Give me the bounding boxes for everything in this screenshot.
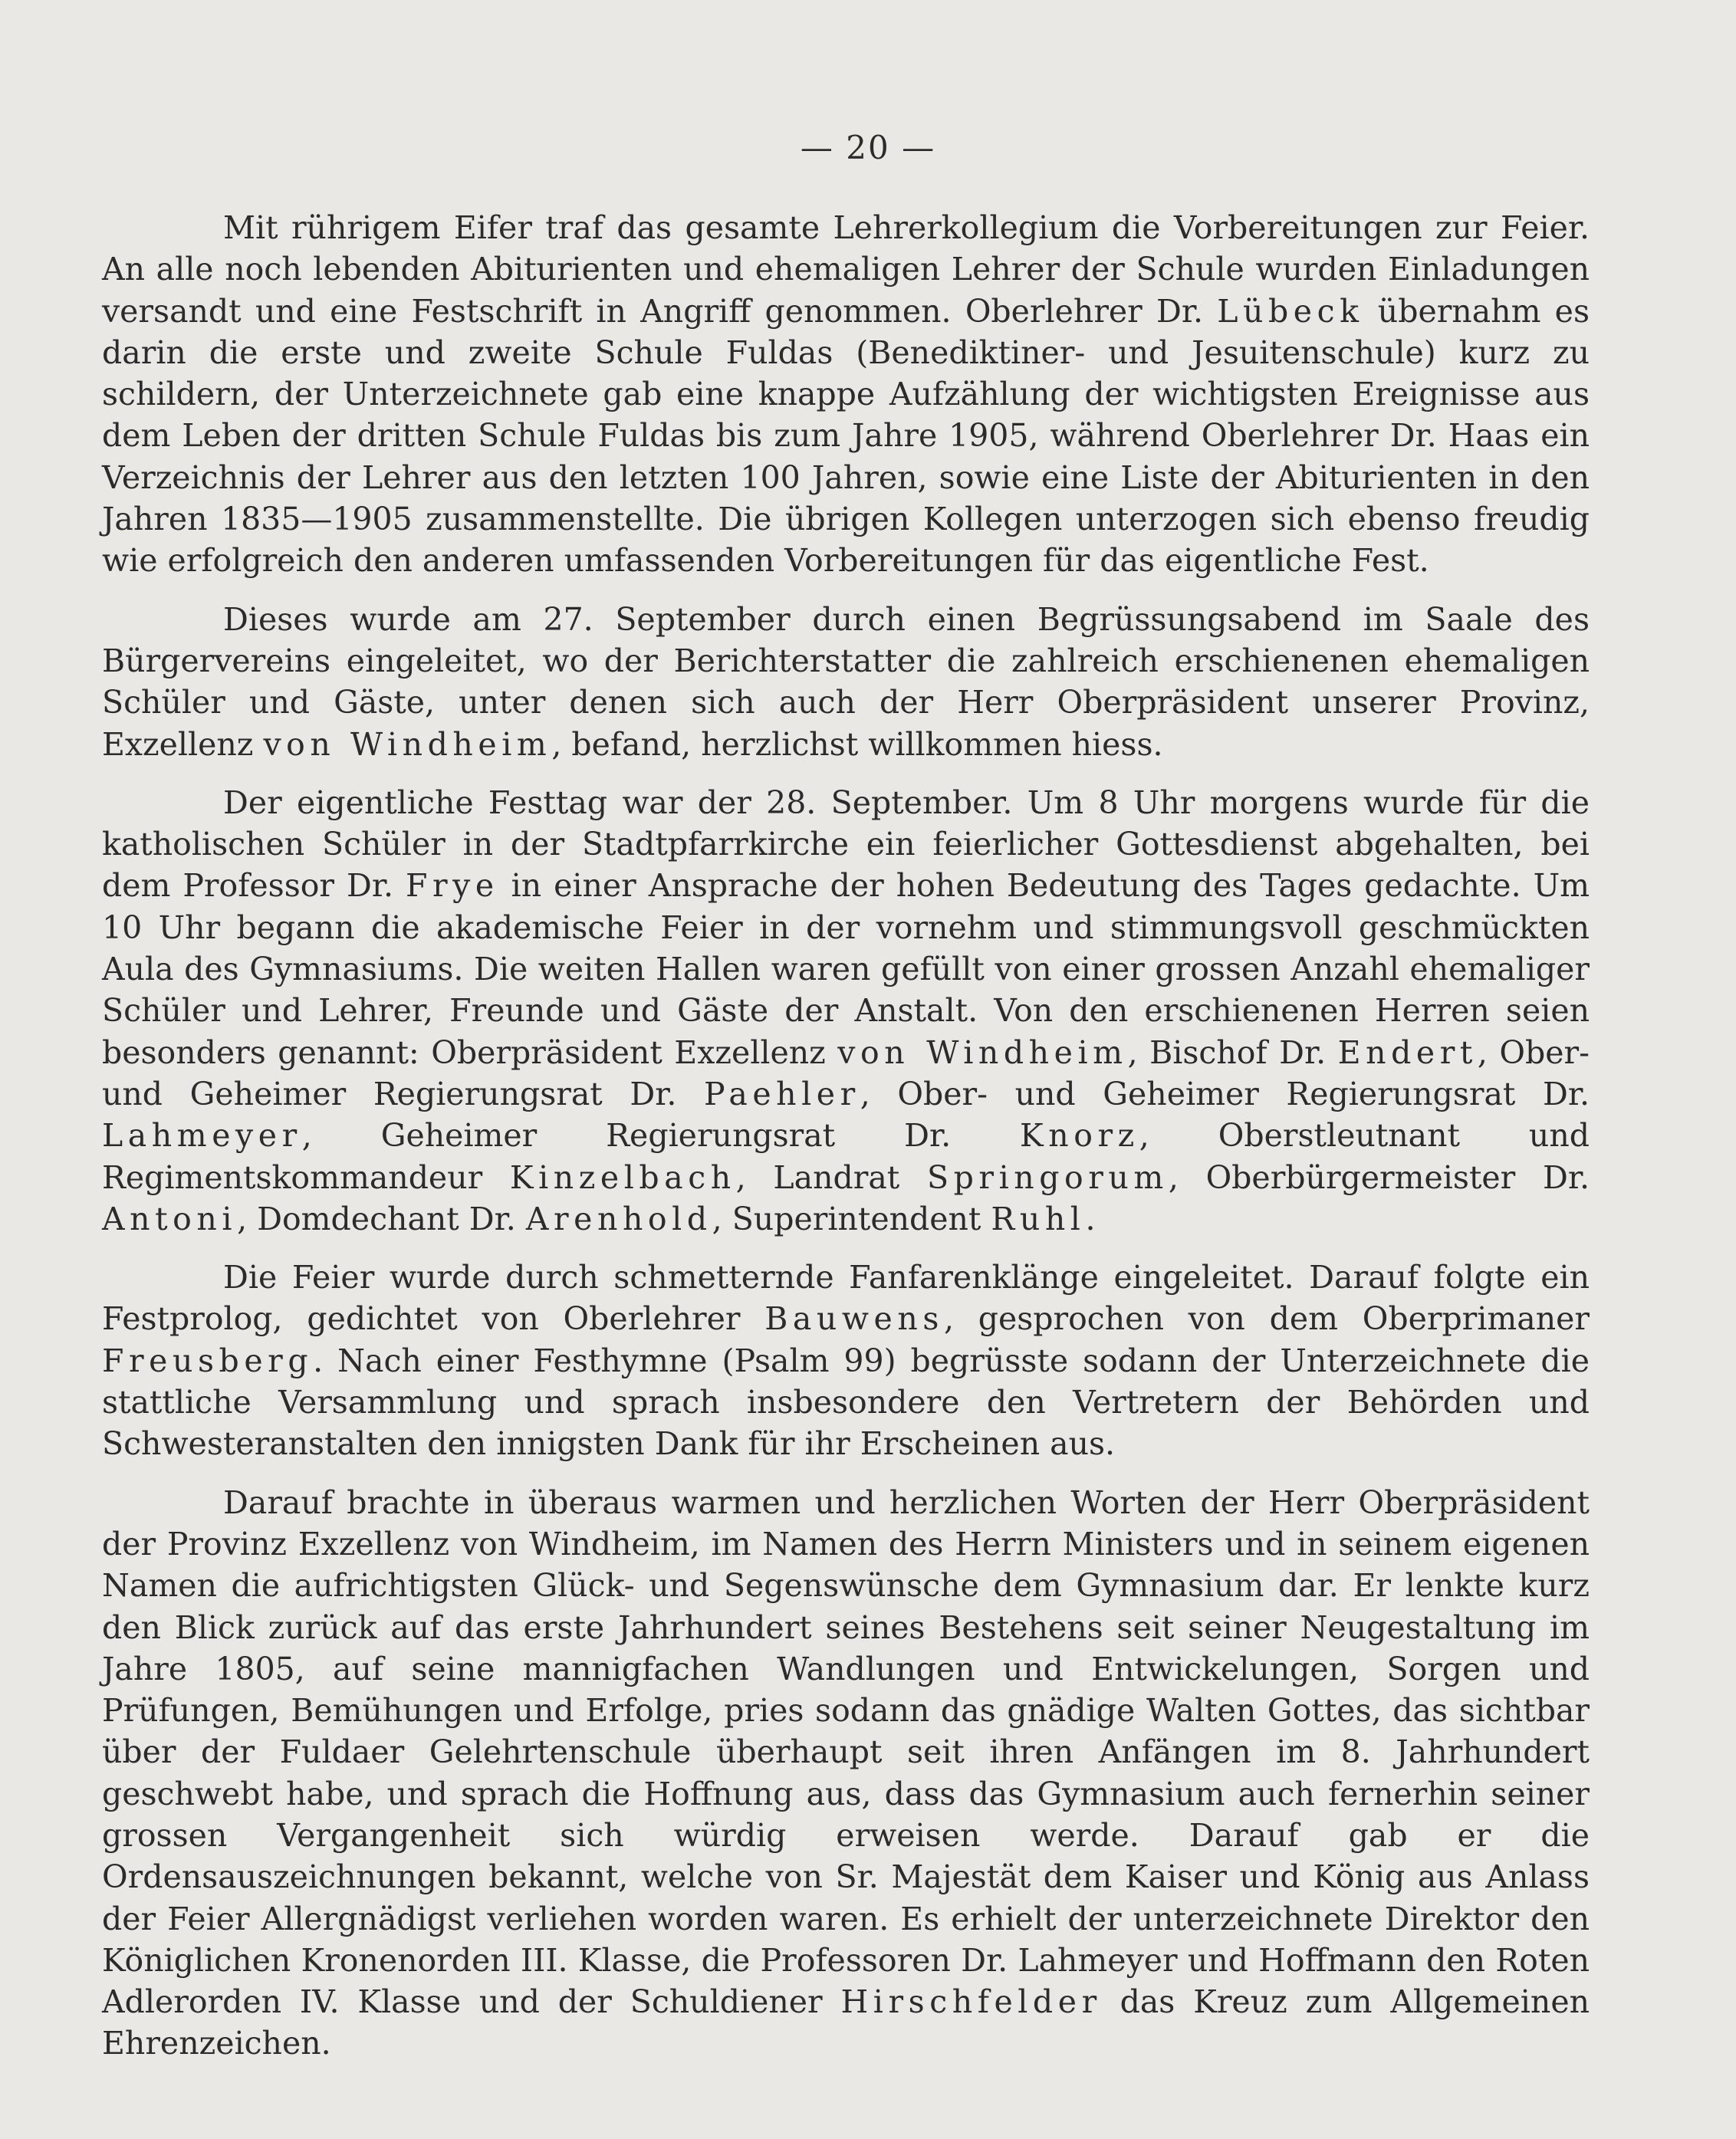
text-segment: .: [1085, 1200, 1096, 1237]
text-segment: , Domdechant Dr.: [237, 1200, 526, 1237]
emphasized-name: Endert: [1337, 1033, 1478, 1071]
emphasized-name: Bauwens: [764, 1300, 944, 1338]
paragraph: [102, 599, 1590, 765]
text-segment: , Ober- und Geheimer Regierungsrat Dr.: [860, 1075, 1590, 1112]
emphasized-name: Hirschfelder: [840, 1983, 1102, 2021]
emphasized-name: von Windheim: [837, 1033, 1128, 1071]
emphasized-name: von Windheim: [263, 725, 552, 763]
text-segment: Mit rührigem Eifer traf das gesamte Lehrerkollegium die Vorbereitungen zur Feier. An alle noch lebenden Abiturienten und ehemaligen Lehrer der Schule wurden Einladungen versandt und eine Festschrift in Angriff genommen. Oberlehrer Dr.: [102, 209, 1590, 330]
text-segment: Darauf brachte in überaus warmen und herzlichen Worten der Herr Oberpräsident der Provinz Exzellenz von Windheim, im Namen des Herrn Ministers und in seinem eigenen Namen die aufrichtigsten Glück- und Segenswünsche dem Gymnasium dar. Er lenkte kurz den Blick zurück auf das erste Jahrhundert seines Bestehens seit seiner Neugestaltung im Jahre 1805, auf seine mannigfachen Wandlungen und Entwickelungen, Sorgen und Prüfungen, Bemühungen und Erfolge, pries sodann das gnädige Walten Gottes, das sichtbar über der Fuldaer Gelehrtenschule überhaupt seit ihren Anfängen im 8. Jahrhundert geschwebt habe, und sprach die Hoffnung aus, dass das Gymnasium auch fernerhin seiner grossen Vergangenheit sich würdig erweisen werde. Darauf gab er die Ordensauszeichnungen bekannt, welche von Sr. Majestät dem Kaiser und König aus Anlass der Feier Allergnädigst verliehen worden waren. Es erhielt der unterzeichnete Direktor den Königlichen Kronenorden III. Klasse, die Professoren Dr. Lahmeyer und Hoffmann den Roten Adlerorden IV. Klasse und der Schuldiener: [102, 1484, 1590, 2021]
emphasized-name: Arenhold: [525, 1200, 712, 1237]
text-segment: , Oberstleutnant und Regimentskommandeur: [102, 1117, 1590, 1196]
paragraph: [102, 782, 1590, 1240]
emphasized-name: Kinzelbach: [509, 1158, 736, 1196]
text-segment: , gesprochen von dem Oberprimaner: [943, 1300, 1590, 1338]
text-segment: in einer Ansprache der hohen Bedeutung des Tages gedachte. Um 10 Uhr begann die akademische Feier in der vornehm und stimmungsvoll geschmückten Aula des Gymnasiums. Die weiten Hallen waren gefüllt von einer grossen Anzahl ehemaliger Schüler und Lehrer, Freunde und Gäste der Anstalt. Von den erschienenen Herren seien besonders genannt: Oberpräsident Exzellenz: [102, 867, 1590, 1071]
text-segment: übernahm es darin die erste und zweite Schule Fuldas (Benediktiner- und Jesuitenschule) kurz zu schildern, der Unterzeichnete gab eine knappe Aufzählung der wichtigsten Ereignisse aus dem Leben der dritten Schule Fuldas bis zum Jahre 1905, während Oberlehrer Dr. Haas ein Verzeichnis der Lehrer aus den letzten 100 Jahren, sowie eine Liste der Abiturienten in den Jahren 1835—1905 zusammenstellte. Die übrigen Kollegen unterzogen sich ebenso freudig wie erfolgreich den anderen umfassenden Vorbereitungen für das eigentliche Fest.: [102, 292, 1590, 580]
paragraph: [102, 1257, 1590, 1464]
emphasized-name: Freusberg: [102, 1342, 314, 1379]
emphasized-name: Lübeck: [1217, 292, 1364, 330]
text-segment: Dieses wurde am 27. September durch einen Begrüssungsabend im Saale des Bürgervereins eingeleitet, wo der Berichterstatter die zahlreich erschienenen ehemaligen Schüler und Gäste, unter denen sich auch der Herr Oberpräsident unserer Provinz, Exzellenz: [102, 600, 1590, 763]
page-number: — 20 —: [800, 129, 936, 166]
text-segment: , Oberbürgermeister Dr.: [1168, 1158, 1590, 1196]
text-segment: , Geheimer Regierungsrat Dr.: [301, 1117, 1021, 1155]
emphasized-name: Paehler: [704, 1075, 860, 1112]
text-segment: das Kreuz zum Allgemeinen Ehrenzeichen.: [102, 1983, 1590, 2062]
emphasized-name: Ruhl: [991, 1200, 1086, 1237]
emphasized-name: Lahmeyer: [102, 1117, 302, 1155]
paragraph: [102, 1482, 1590, 2065]
emphasized-name: Knorz: [1020, 1117, 1139, 1155]
paragraph: [102, 207, 1590, 582]
emphasized-name: Frye: [405, 867, 499, 905]
emphasized-name: Antoni: [102, 1200, 238, 1237]
text-segment: , Superintendent: [712, 1200, 991, 1237]
emphasized-name: Springorum: [926, 1158, 1169, 1196]
body-text: [102, 207, 1590, 2065]
text-segment: Die Feier wurde durch schmetternde Fanfarenklänge eingeleitet. Darauf folgte ein Festprolog, gedichtet von Oberlehrer: [102, 1259, 1590, 1338]
text-segment: Der eigentliche Festtag war der 28. September. Um 8 Uhr morgens wurde für die katholischen Schüler in der Stadtpfarrkirche ein feierlicher Gottesdienst abgehalten, bei dem Professor Dr.: [102, 784, 1590, 905]
text-segment: , Landrat: [735, 1158, 927, 1196]
text-segment: , Ober- und Geheimer Regierungsrat Dr.: [102, 1033, 1590, 1112]
text-segment: , befand, herzlichst willkommen hiess.: [551, 725, 1163, 763]
text-segment: . Nach einer Festhymne (Psalm 99) begrüsste sodann der Unterzeichnete die stattliche Versammlung und sprach insbesondere den Vertretern der Behörden und Schwesteranstalten den innigsten Dank für ihr Erscheinen aus.: [102, 1342, 1590, 1463]
text-segment: , Bischof Dr.: [1127, 1033, 1338, 1071]
